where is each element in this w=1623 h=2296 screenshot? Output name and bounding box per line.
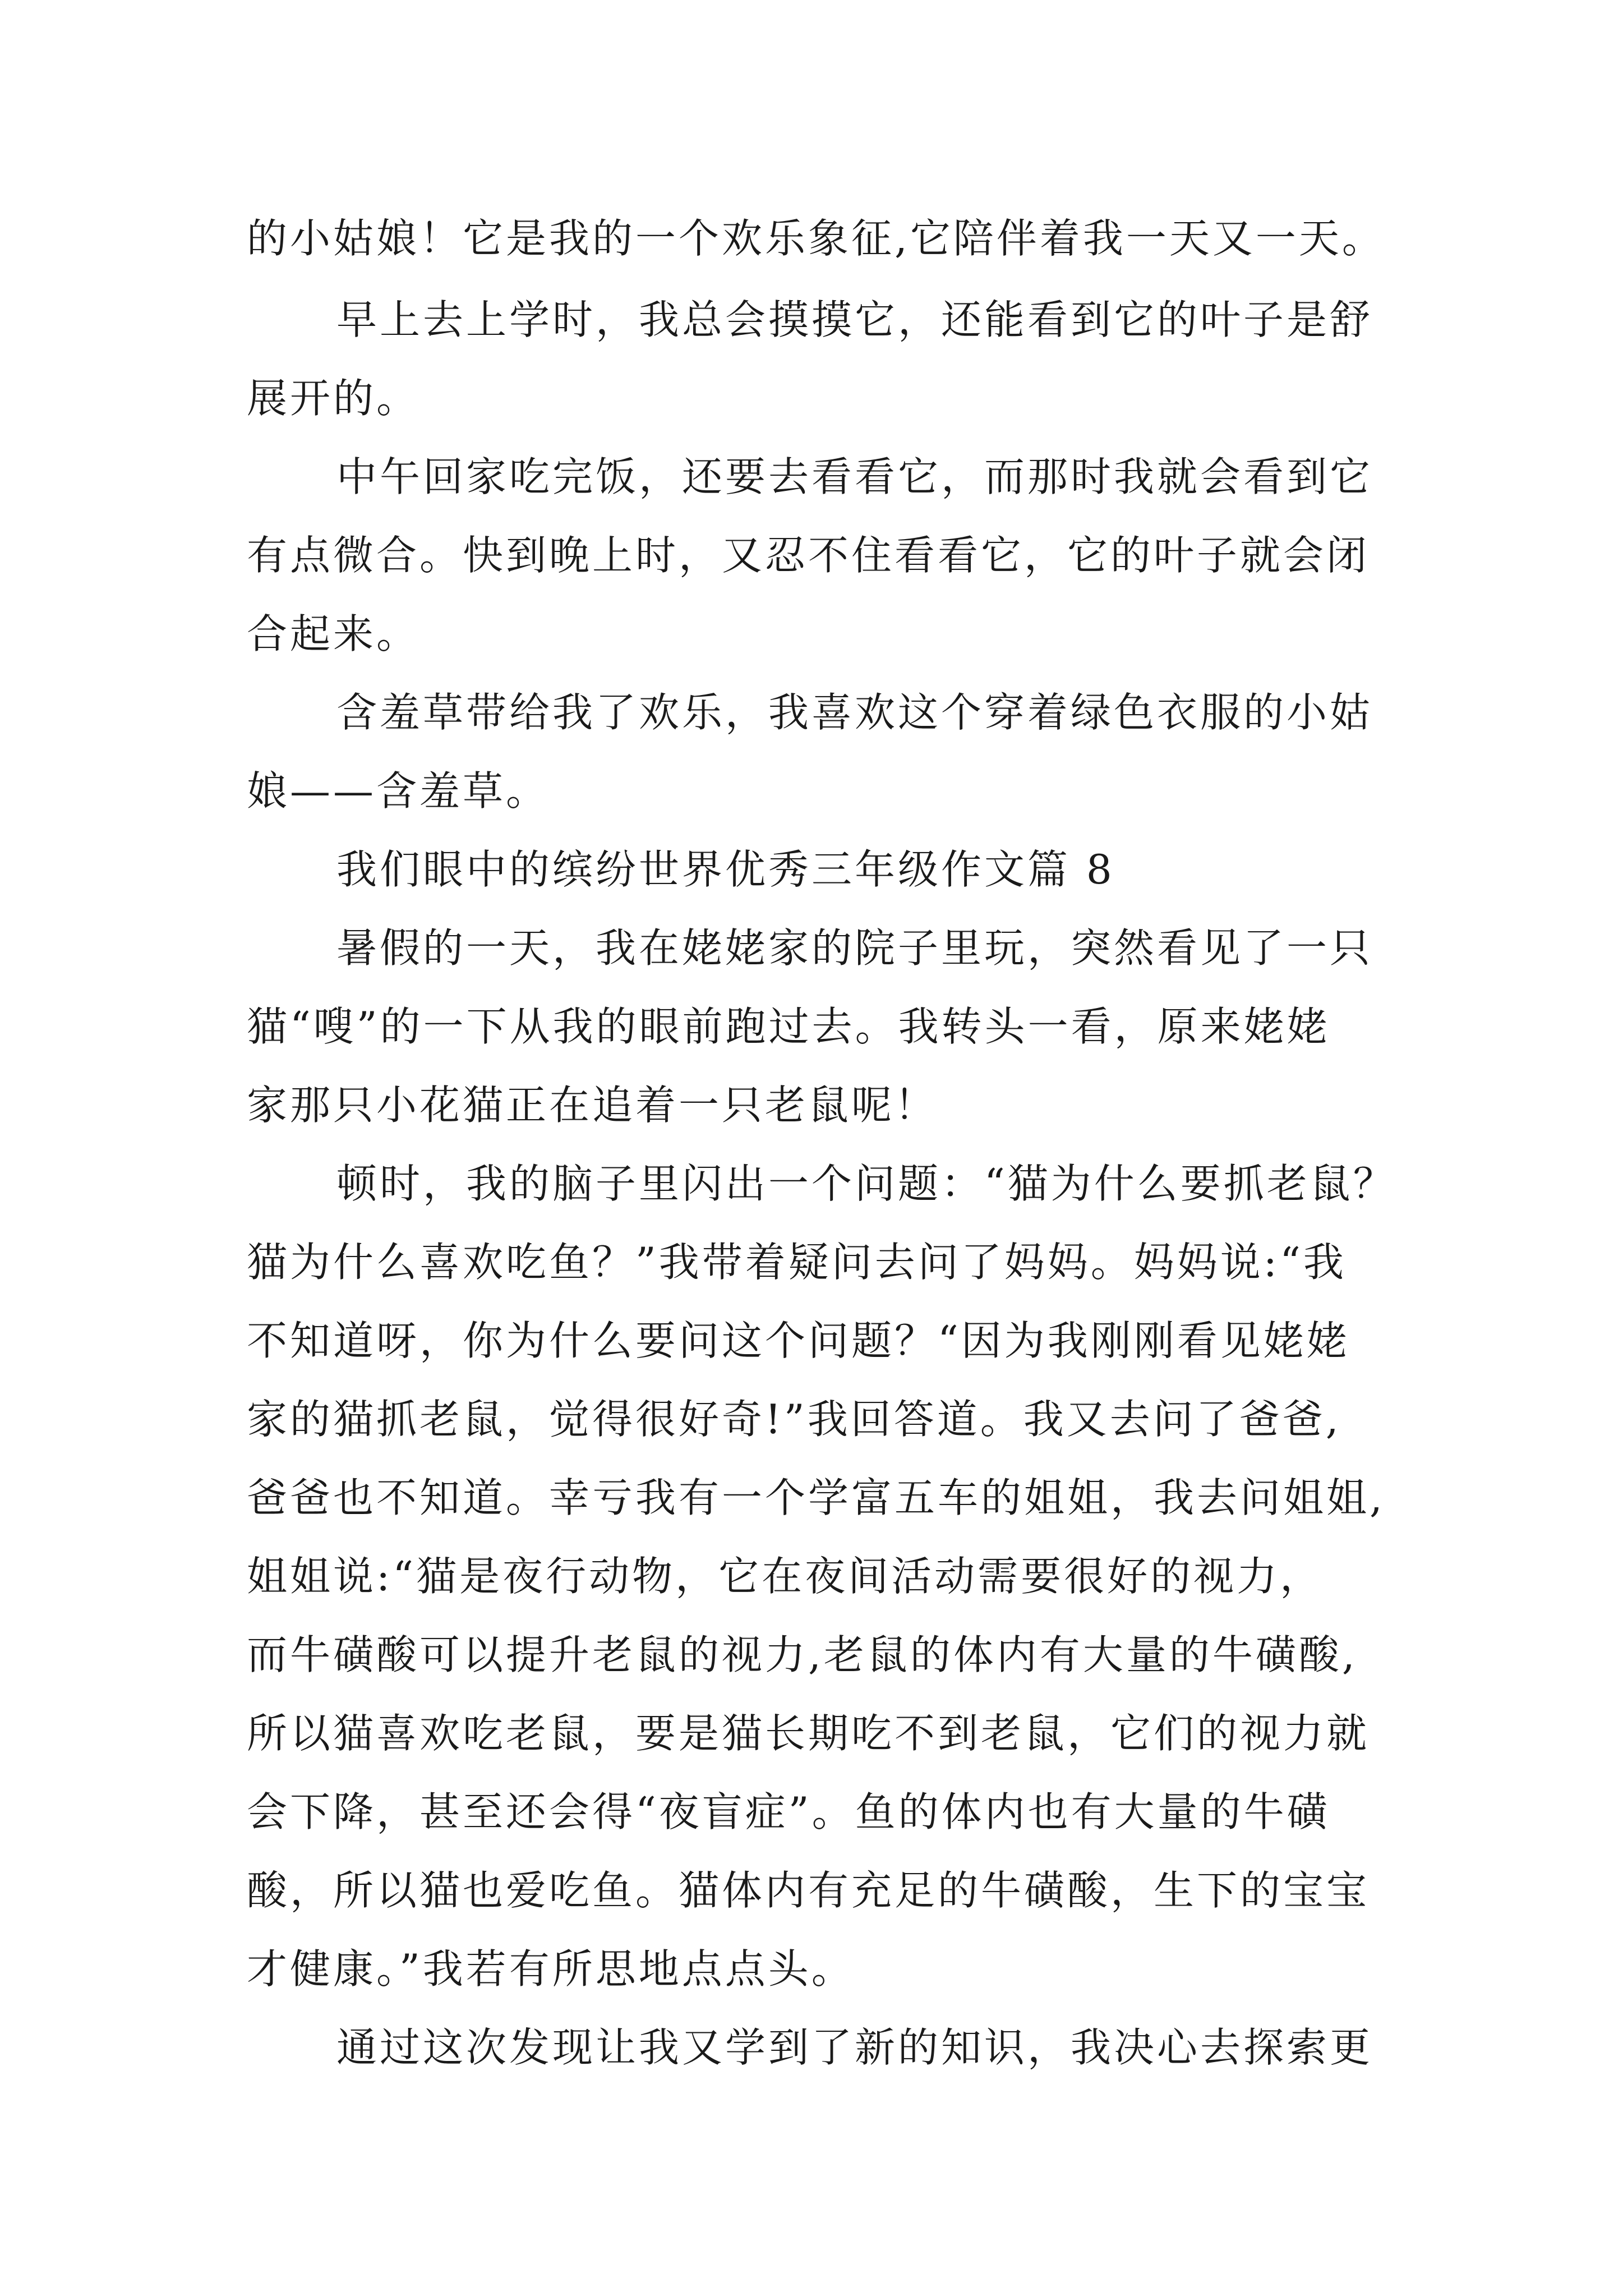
text-line-5: 有点微合。快到晚上时，又忍不住看看它，它的叶子就会闭 — [247, 532, 1370, 579]
text-line-19: 而牛磺酸可以提升老鼠的视力,老鼠的体内有大量的牛磺酸, — [247, 1631, 1358, 1678]
text-line-17: 爸爸也不知道。幸亏我有一个学富五车的姐姐，我去问姐姐, — [247, 1474, 1385, 1521]
text-line-24: 通过这次发现让我又学到了新的知识，我决心去探索更 — [336, 2024, 1373, 2071]
text-line-13: 顿时，我的脑子里闪出一个问题：“猫为什么要抓老鼠？ — [336, 1160, 1396, 1207]
text-line-21: 会下降，甚至还会得“夜盲症”。鱼的体内也有大量的牛磺 — [247, 1788, 1330, 1835]
text-line-16: 家的猫抓老鼠，觉得很好奇!”我回答道。我又去问了爸爸, — [247, 1396, 1341, 1443]
text-line-8: 娘——含羞草。 — [247, 767, 550, 815]
text-line-2: 早上去上学时，我总会摸摸它，还能看到它的叶子是舒 — [336, 296, 1373, 343]
text-line-11: 猫“嗖”的一下从我的眼前跑过去。我转头一看，原来姥姥 — [247, 1003, 1330, 1050]
text-line-1: 的小姑娘！它是我的一个欢乐象征,它陪伴着我一天又一天。 — [247, 215, 1385, 262]
text-line-7: 含羞草带给我了欢乐，我喜欢这个穿着绿色衣服的小姑 — [336, 689, 1373, 736]
text-line-6: 合起来。 — [247, 610, 420, 657]
text-line-15: 不知道呀，你为什么要问这个问题？“因为我刚刚看见姥姥 — [247, 1317, 1350, 1364]
text-line-4: 中午回家吃完饭，还要去看看它，而那时我就会看到它 — [336, 453, 1373, 500]
text-line-3: 展开的。 — [247, 375, 420, 422]
text-line-14: 猫为什么喜欢吃鱼？”我带着疑问去问了妈妈。妈妈说:“我 — [247, 1239, 1347, 1286]
section-heading: 我们眼中的缤纷世界优秀三年级作文篇 8 — [336, 846, 1115, 893]
text-line-10: 暑假的一天，我在姥姥家的院子里玩，突然看见了一只 — [336, 924, 1373, 972]
text-line-23: 才健康。”我若有所思地点点头。 — [247, 1945, 855, 1993]
text-line-18: 姐姐说:“猫是夜行动物，它在夜间活动需要很好的视力， — [247, 1553, 1324, 1600]
text-line-20: 所以猫喜欢吃老鼠，要是猫长期吃不到老鼠，它们的视力就 — [247, 1710, 1370, 1757]
text-line-22: 酸，所以猫也爱吃鱼。猫体内有充足的牛磺酸，生下的宝宝 — [247, 1867, 1370, 1914]
text-line-12: 家那只小花猫正在追着一只老鼠呢！ — [247, 1082, 938, 1129]
